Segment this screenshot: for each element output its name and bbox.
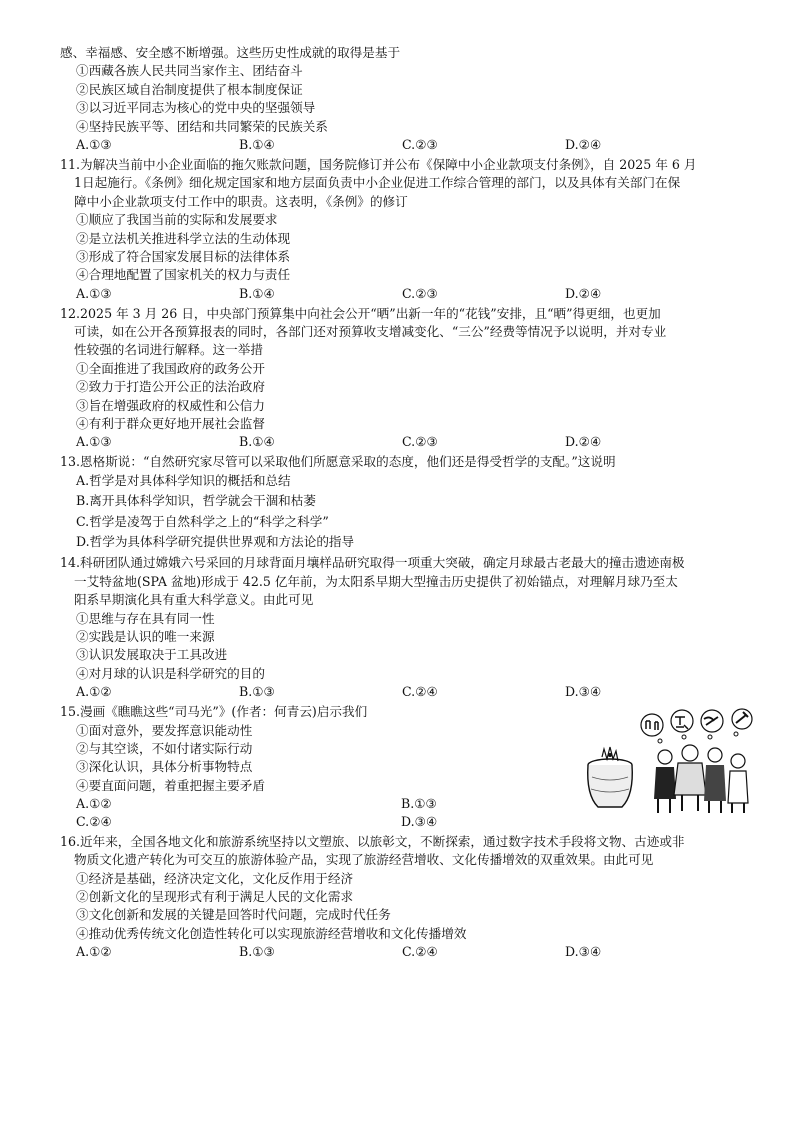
choice-a[interactable]: A.①② [76, 944, 112, 960]
choice-a[interactable]: A.哲学是对具体科学知识的概括和总结 [76, 472, 291, 488]
choice-d[interactable]: D.②④ [565, 285, 602, 301]
question-14-stem-line-3: 阳系早期演化具有重大科学意义。由此可见 [74, 592, 314, 608]
choice-c[interactable]: C.②③ [402, 285, 438, 301]
choice-c[interactable]: C.②④ [76, 814, 112, 830]
choice-c[interactable]: C.②③ [402, 136, 438, 152]
exam-page [60, 44, 750, 962]
option-4: ④推动优秀传统文化创造性转化可以实现旅游经营增收和文化传播增效 [76, 925, 467, 941]
choice-d[interactable]: D.哲学为具体科学研究提供世界观和方法论的指导 [76, 533, 355, 549]
question-15-stem: 15.漫画《瞧瞧这些“司马光”》(作者：何青云)启示我们 [60, 704, 368, 720]
choice-a[interactable]: A.①② [76, 684, 112, 700]
option-2: ②民族区域自治制度提供了根本制度保证 [76, 81, 303, 97]
option-1: ①经济是基础，经济决定文化，文化反作用于经济 [76, 870, 354, 886]
question-15 [60, 703, 750, 832]
question-16-stem-line-1: 16.近年来，全国各地文化和旅游系统坚持以文塑旅、以旅彰文，不断探索，通过数字技术手段将文物、古迹或非 [60, 833, 685, 849]
option-1: ①思维与存在具有同一性 [76, 610, 215, 626]
answer-choices [60, 683, 750, 702]
choice-b[interactable]: B.①③ [239, 684, 275, 700]
question-16 [60, 833, 750, 962]
question-14-stem-line-2: 一艾特盆地(SPA 盆地)形成于 42.5 亿年前，为太阳系早期大型撞击历史提供了初始锚点，对理解月球乃至太 [74, 573, 678, 589]
question-14-stem-line-1: 14.科研团队通过嫦娥六号采回的月球背面月壤样品研究取得一项重大突破，确定月球最古老最大的撞击遗迹南极 [60, 555, 685, 571]
choice-c[interactable]: C.哲学是凌驾于自然科学之上的“科学之科学” [76, 513, 329, 529]
question-11-stem-line-2: 1日起施行。《条例》细化规定国家和地方层面负责中小企业促进工作综合管理的部门，以及具体有关部门在保 [74, 175, 681, 191]
speech-bubble-icon [641, 709, 752, 743]
choice-b[interactable]: B.离开具体科学知识，哲学就会干涸和枯萎 [76, 493, 316, 509]
question-12-stem-line-3: 性较强的名词进行解释。这一举措 [74, 342, 263, 358]
question-10 [60, 44, 750, 155]
choice-b[interactable]: B.①③ [239, 944, 275, 960]
choice-d[interactable]: D.②④ [565, 136, 602, 152]
choice-a[interactable]: A.①③ [76, 136, 112, 152]
option-1: ①面对意外，要发挥意识能动性 [76, 722, 253, 738]
option-4: ④坚持民族平等、团结和共同繁荣的民族关系 [76, 118, 328, 134]
option-4: ④合理地配置了国家机关的权力与责任 [76, 267, 291, 283]
option-1: ①顺应了我国当前的实际和发展要求 [76, 212, 278, 228]
choice-c[interactable]: C.②④ [402, 684, 438, 700]
question-12-stem-line-2: 可读，如在公开各预算报表的同时，各部门还对预算收支增减变化、“三公”经费等情况予以说明，并对专业 [74, 324, 667, 340]
question-13 [60, 453, 750, 553]
answer-choices [60, 943, 750, 962]
option-2: ②致力于打造公开公正的法治政府 [76, 379, 265, 395]
option-3: ③深化认识，具体分析事物特点 [76, 759, 253, 775]
cartoon-illustration [580, 707, 755, 817]
choice-b[interactable]: B.①④ [239, 434, 275, 450]
choice-b[interactable]: B.①③ [401, 796, 437, 812]
choice-a[interactable]: A.①③ [76, 285, 112, 301]
question-10-stem: 感、幸福感、安全感不断增强。这些历史性成就的取得是基于 [60, 45, 401, 60]
option-4: ④有利于群众更好地开展社会监督 [76, 416, 265, 432]
option-3: ③文化创新和发展的关键是回答时代问题，完成时代任务 [76, 907, 391, 923]
option-3: ③旨在增强政府的权威性和公信力 [76, 397, 265, 413]
question-11-stem-line-3: 障中小企业款项支付工作中的职责。这表明，《条例》的修订 [74, 193, 408, 209]
answer-choices [60, 433, 750, 452]
people-icon [654, 745, 748, 813]
option-2: ②创新文化的呈现形式有利于满足人民的文化需求 [76, 889, 354, 905]
question-11 [60, 156, 750, 304]
answer-choices [60, 285, 750, 304]
option-3: ③形成了符合国家发展目标的法律体系 [76, 248, 291, 264]
choice-d[interactable]: D.②④ [565, 434, 602, 450]
option-2: ②实践是认识的唯一来源 [76, 628, 215, 644]
question-14 [60, 554, 750, 702]
choice-a[interactable]: A.①② [76, 796, 112, 812]
option-1: ①全面推进了我国政府的政务公开 [76, 360, 265, 376]
option-4: ④对月球的认识是科学研究的目的 [76, 665, 265, 681]
choice-d[interactable]: D.③④ [565, 944, 602, 960]
question-11-stem-line-1: 11.为解决当前中小企业面临的拖欠账款问题，国务院修订并公布《保障中小企业款项支付条例》，自 2025 年 6 月 [60, 156, 697, 172]
option-4: ④要直面问题，着重把握主要矛盾 [76, 777, 265, 793]
choice-b[interactable]: B.①④ [239, 285, 275, 301]
question-13-stem: 13.恩格斯说：“自然研究家尽管可以采取他们所愿意采取的态度，他们还是得受哲学的支配。”这说明 [60, 454, 616, 470]
option-2: ②是立法机关推进科学立法的生动体现 [76, 230, 291, 246]
vat-icon [588, 747, 633, 807]
choice-a[interactable]: A.①③ [76, 434, 112, 450]
choice-d[interactable]: D.③④ [401, 814, 438, 830]
choice-c[interactable]: C.②③ [402, 434, 438, 450]
option-3: ③以习近平同志为核心的党中央的坚强领导 [76, 100, 316, 116]
choice-d[interactable]: D.③④ [565, 684, 602, 700]
question-16-stem-line-2: 物质文化遗产转化为可交互的旅游体验产品，实现了旅游经营增收、文化传播增效的双重效果。由此可见 [74, 852, 654, 868]
answer-choices [60, 136, 750, 155]
option-3: ③认识发展取决于工具改进 [76, 647, 228, 663]
choice-b[interactable]: B.①④ [239, 136, 275, 152]
option-1: ①西藏各族人民共同当家作主、团结奋斗 [76, 63, 303, 79]
question-12 [60, 305, 750, 453]
choice-c[interactable]: C.②④ [402, 944, 438, 960]
option-2: ②与其空谈，不如付诸实际行动 [76, 740, 253, 756]
question-12-stem-line-1: 12.2025 年 3 月 26 日，中央部门预算集中向社会公开“晒”出新一年的“花钱”安排，且“晒”得更细，也更加 [60, 305, 661, 321]
